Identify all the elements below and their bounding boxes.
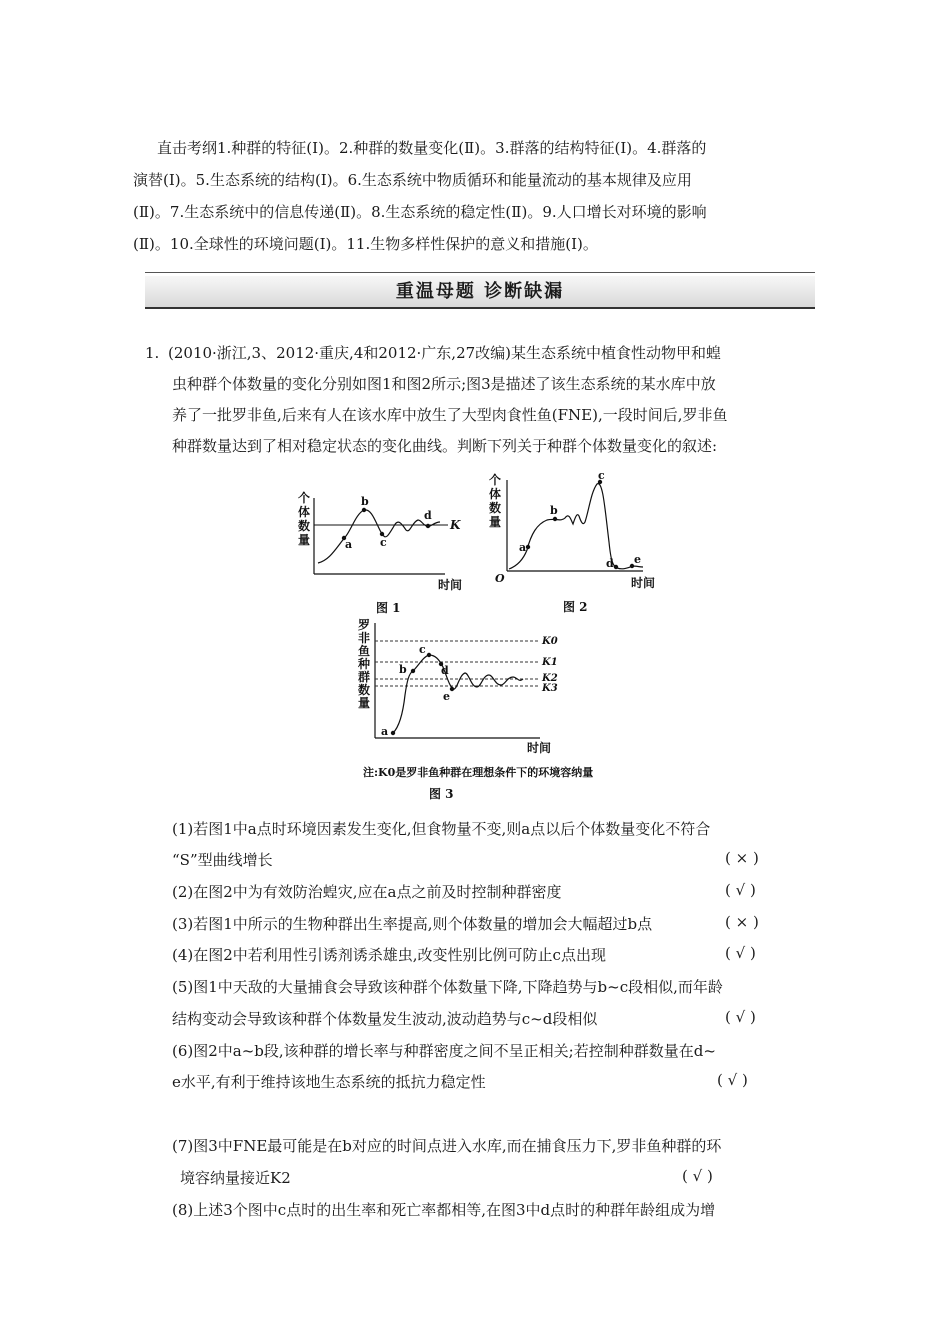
- fig1-point-b: [362, 508, 366, 512]
- fig2-point-a: [526, 545, 530, 549]
- judgment-list: [172, 818, 817, 1338]
- figure-3: [355, 615, 595, 805]
- fig3-point-a: [391, 731, 395, 735]
- question-stem: [145, 338, 815, 462]
- fig3-label-e: e: [443, 690, 450, 703]
- fig2-xlabel: 时间: [631, 576, 656, 590]
- fig1-k-label: K: [450, 518, 461, 532]
- fig3-ylabel: 非: [358, 631, 371, 645]
- fig2-label-e: e: [634, 553, 641, 566]
- fig1-xlabel: 时间: [438, 578, 463, 592]
- fig3-ylabel: 罗: [358, 618, 371, 632]
- fig2-label-b: b: [550, 504, 558, 517]
- fig1-label-d: d: [424, 509, 432, 522]
- judgment-5-line: (5)图1中天敌的大量捕食会导致该种群个体数量下降,下降趋势与b~c段相似,而年龄: [172, 978, 723, 996]
- fig1-ylabel: 量: [298, 533, 311, 547]
- fig1-ylabel: 数: [298, 519, 311, 533]
- fig3-note: 注:K0是罗非鱼种群在理想条件下的环境容纳量: [363, 766, 594, 779]
- question-line: 种群数量达到了相对稳定状态的变化曲线。判断下列关于种群个体数量变化的叙述:: [172, 437, 718, 455]
- fig2-label-d: d: [606, 557, 614, 570]
- figure-2: [485, 470, 675, 620]
- fig3-label-a: a: [381, 725, 389, 738]
- fig2-label-c: c: [598, 470, 605, 482]
- fig1-ylabel: 体: [298, 505, 311, 519]
- fig2-ylabel: 量: [489, 515, 502, 529]
- fig3-ylabel: 种: [358, 657, 371, 671]
- judgment-5-line: 结构变动会导致该种群个体数量发生波动,波动趋势与c~d段相似: [172, 1010, 598, 1028]
- fig1-label-a: a: [345, 538, 353, 551]
- fig1-ylabel: 个: [298, 491, 311, 505]
- fig2-point-b: [553, 517, 557, 521]
- fig2-ylabel: 数: [489, 501, 502, 515]
- question-number: 1.: [145, 344, 160, 362]
- judgment-8-line: (8)上述3个图中c点时的出生率和死亡率都相等,在图3中d点时的种群年龄组成为增: [172, 1201, 716, 1219]
- outline-line: 演替(Ⅰ)。5.生态系统的结构(Ⅰ)。6.生态系统中物质循环和能量流动的基本规律及应用: [133, 171, 692, 189]
- judgment-2-line: (2)在图2中为有效防治蝗灾,应在a点之前及时控制种群密度: [172, 883, 562, 901]
- fig3-label-d: d: [441, 664, 449, 677]
- judgment-1-line: “S”型曲线增长: [172, 851, 273, 869]
- judgment-1-line: (1)若图1中a点时环境因素发生变化,但食物量不变,则a点以后个体数量变化不符合: [172, 820, 711, 838]
- judgment-4-answer: ( √ ): [725, 944, 756, 962]
- judgment-5-answer: ( √ ): [725, 1008, 756, 1026]
- fig3-label-c: c: [419, 643, 426, 656]
- fig2-label-a: a: [519, 541, 527, 554]
- fig3-k3-label: K3: [542, 683, 558, 694]
- judgment-6-line: (6)图2中a~b段,该种群的增长率与种群密度之间不呈正相关;若控制种群数量在d~: [172, 1042, 716, 1060]
- fig3-k0-label: K0: [542, 636, 558, 647]
- fig3-point-c: [427, 653, 431, 657]
- judgment-7-answer: ( √ ): [682, 1167, 713, 1185]
- judgment-4-line: (4)在图2中若利用性引诱剂诱杀雄虫,改变性别比例可防止c点出现: [172, 946, 606, 964]
- fig3-caption: 图 3: [429, 787, 454, 801]
- fig3-ylabel: 数: [358, 683, 371, 697]
- judgment-7-line: (7)图3中FNE最可能是在b对应的时间点进入水库,而在捕食压力下,罗非鱼种群的环: [172, 1137, 722, 1155]
- judgment-1-answer: ( × ): [725, 849, 759, 867]
- judgment-3-line: (3)若图1中所示的生物种群出生率提高,则个体数量的增加会大幅超过b点: [172, 915, 653, 933]
- section-title: 重温母题 诊断缺漏: [395, 281, 565, 302]
- fig3-xlabel: 时间: [527, 741, 552, 755]
- fig3-ylabel: 鱼: [358, 644, 371, 658]
- fig1-label-b: b: [361, 495, 369, 508]
- judgment-6-line: e水平,有利于维持该地生态系统的抵抗力稳定性: [172, 1073, 486, 1091]
- question-line: (2010·浙江,3、2012·重庆,4和2012·广东,27改编)某生态系统中植食性动物甲和蝗: [168, 344, 722, 362]
- outline-line: (Ⅱ)。7.生态系统中的信息传递(Ⅱ)。8.生态系统的稳定性(Ⅱ)。9.人口增长对环境的影响: [133, 203, 707, 221]
- fig2-ylabel: 个: [489, 473, 502, 487]
- fig2-origin: O: [495, 572, 505, 585]
- divider: [145, 307, 815, 309]
- fig3-ylabel: 群: [358, 670, 371, 684]
- fig2-caption: 图 2: [563, 600, 588, 614]
- judgment-6-answer: ( √ ): [717, 1071, 748, 1089]
- fig2-point-d: [614, 565, 618, 569]
- judgment-7-line: 境容纳量接近K2: [180, 1169, 291, 1187]
- judgment-3-answer: ( × ): [725, 913, 759, 931]
- question-line: 养了一批罗非鱼,后来有人在该水库中放生了大型肉食性鱼(FNE),一段时间后,罗非鱼: [172, 406, 728, 424]
- fig3-curve: [393, 655, 523, 733]
- question-line: 虫种群个体数量的变化分别如图1和图2所示;图3是描述了该生态系统的某水库中放: [172, 375, 716, 393]
- fig1-label-c: c: [380, 536, 387, 549]
- fig3-k1-label: K1: [542, 657, 558, 668]
- fig3-k2-label: K2: [542, 673, 558, 684]
- figure-1: [290, 488, 480, 618]
- fig2-ylabel: 体: [489, 487, 502, 501]
- outline-line: 直击考纲1.种群的特征(Ⅰ)。2.种群的数量变化(Ⅱ)。3.群落的结构特征(Ⅰ)。4.群落的: [157, 139, 707, 157]
- fig3-point-b: [411, 669, 415, 673]
- fig1-curve: [318, 510, 440, 563]
- fig3-ylabel: 量: [358, 696, 371, 710]
- fig3-label-b: b: [399, 663, 407, 676]
- divider: [145, 272, 815, 273]
- judgment-2-answer: ( √ ): [725, 881, 756, 899]
- fig1-caption: 图 1: [376, 601, 401, 615]
- outline-line: (Ⅱ)。10.全球性的环境问题(Ⅰ)。11.生物多样性保护的意义和措施(Ⅰ)。: [133, 235, 598, 253]
- fig3-point-e: [450, 687, 454, 691]
- fig1-point-d: [426, 524, 430, 528]
- exam-outline: [133, 132, 815, 260]
- fig2-curve: [509, 484, 643, 569]
